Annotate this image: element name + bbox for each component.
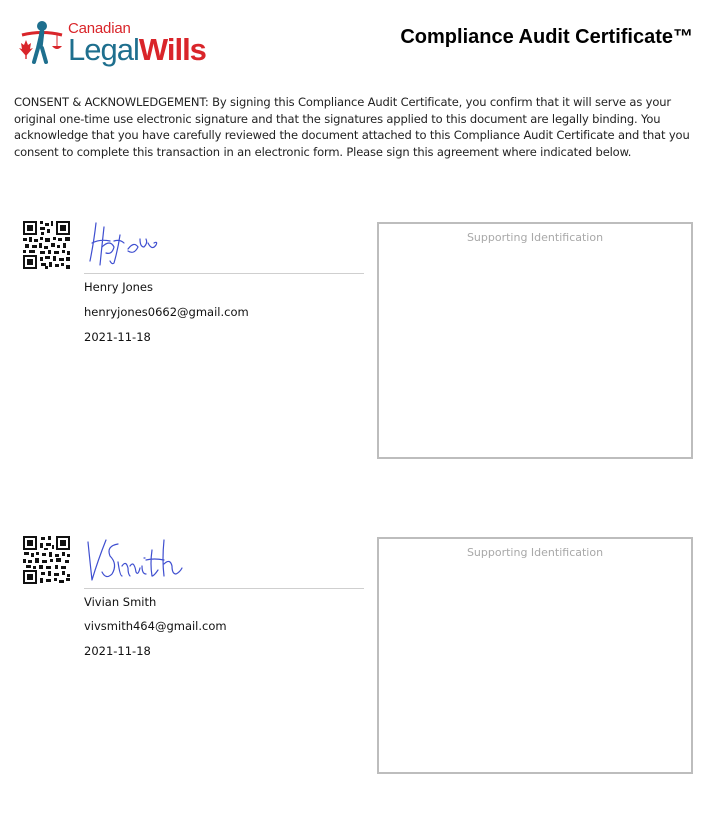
maple-leaf-figure-icon (16, 18, 68, 68)
signature-line (84, 273, 364, 274)
company-logo (16, 18, 216, 68)
logo-text-legal: Legal (68, 32, 139, 67)
supporting-identification-box (377, 222, 693, 459)
consent-acknowledgement-text: CONSENT & ACKNOWLEDGEMENT: By signing this Compliance Audit Certificate, you confirm that it will serve as your original one-time use electronic signature and that the signatures applied to this document are legally binding. You acknowledge that you have carefully reviewed the document attached to this Compliance Audit Certificate and that you consent to complete this transaction in an electronic form. Please sign this agreement where indicated below. (14, 95, 690, 159)
supporting-identification-label: Supporting Identification (466, 231, 604, 244)
signer-name: Henry Jones (84, 280, 153, 294)
signer-date: 2021-11-18 (84, 330, 151, 344)
supporting-identification-box (377, 537, 693, 774)
signer-name: Vivian Smith (84, 595, 157, 609)
logo-text-canadian: Canadian (68, 20, 131, 37)
supporting-identification-label: Supporting Identification (466, 546, 604, 559)
qr-code-icon (23, 221, 70, 269)
signer-email: henryjones0662@gmail.com (84, 305, 249, 319)
handwritten-signature-icon (84, 221, 164, 271)
signer-block (0, 221, 707, 461)
logo-text-wills: Wills (138, 32, 206, 67)
handwritten-signature-icon (84, 536, 184, 586)
qr-code-icon (23, 536, 70, 584)
logo-text-legalwills (68, 32, 206, 68)
signer-date: 2021-11-18 (84, 644, 151, 658)
signer-block (0, 536, 707, 776)
page-title: Compliance Audit Certificate™ (400, 26, 693, 48)
signature-line (84, 588, 364, 589)
signer-email: vivsmith464@gmail.com (84, 619, 227, 633)
